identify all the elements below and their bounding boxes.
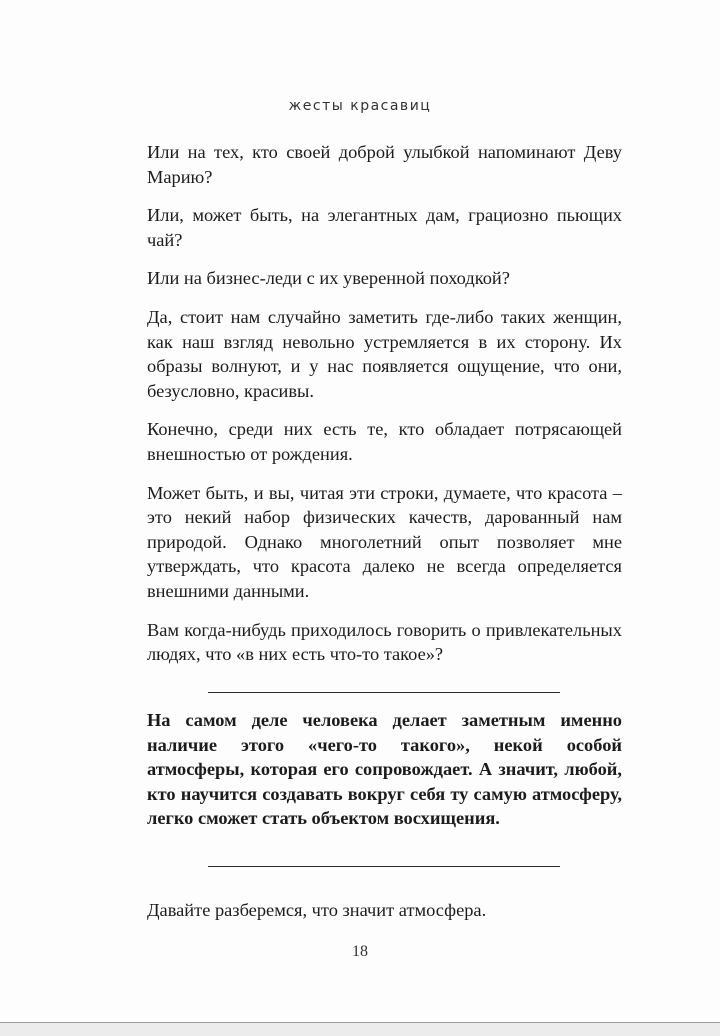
page-number: 18 xyxy=(352,943,368,960)
paragraph: Конечно, среди них есть те, кто обладает потрясающей внешностью от рождения. xyxy=(147,419,622,464)
divider-bottom xyxy=(208,866,560,867)
page-bottom-edge xyxy=(0,1022,720,1036)
running-head: жесты красавиц xyxy=(288,98,432,114)
paragraph: Вам когда-нибудь приходилось говорить о привлекательных людях, что «в них есть что-то такое»? xyxy=(147,619,622,665)
paragraph: Может быть, и вы, читая эти строки, думаете, что красота – это некий набор физических качеств, дарованный нам природой. Однако многолетний опыт позволяет мне утверждать, что красота далеко не всегда определяется внешними данными. xyxy=(147,482,622,601)
paragraph: Или на тех, кто своей доброй улыбкой напоминают Деву Марию? xyxy=(147,142,622,187)
paragraph: Или на бизнес-леди с их уверенной походкой? xyxy=(147,268,510,289)
paragraph: Или, может быть, на элегантных дам, грациозно пьющих чай? xyxy=(147,205,622,250)
callout-quote: На самом деле человека делает заметным именно наличие этого «чего-то такого», некой особой атмосферы, которая его сопровождает. А значит, любой, кто научится создавать вокруг себя ту самую атмосферу, легко сможет стать объектом восхищения. xyxy=(147,710,622,829)
closing-paragraph: Давайте разберемся, что значит атмосфера. xyxy=(147,900,487,920)
paragraph: Да, стоит нам случайно заметить где-либо таких женщин, как наш взгляд невольно устремляется в их сторону. Их образы волнуют, и у нас появляется ощущение, что они, безусловно, красивы. xyxy=(147,306,622,401)
body-text xyxy=(147,140,622,681)
divider-top xyxy=(208,692,560,693)
